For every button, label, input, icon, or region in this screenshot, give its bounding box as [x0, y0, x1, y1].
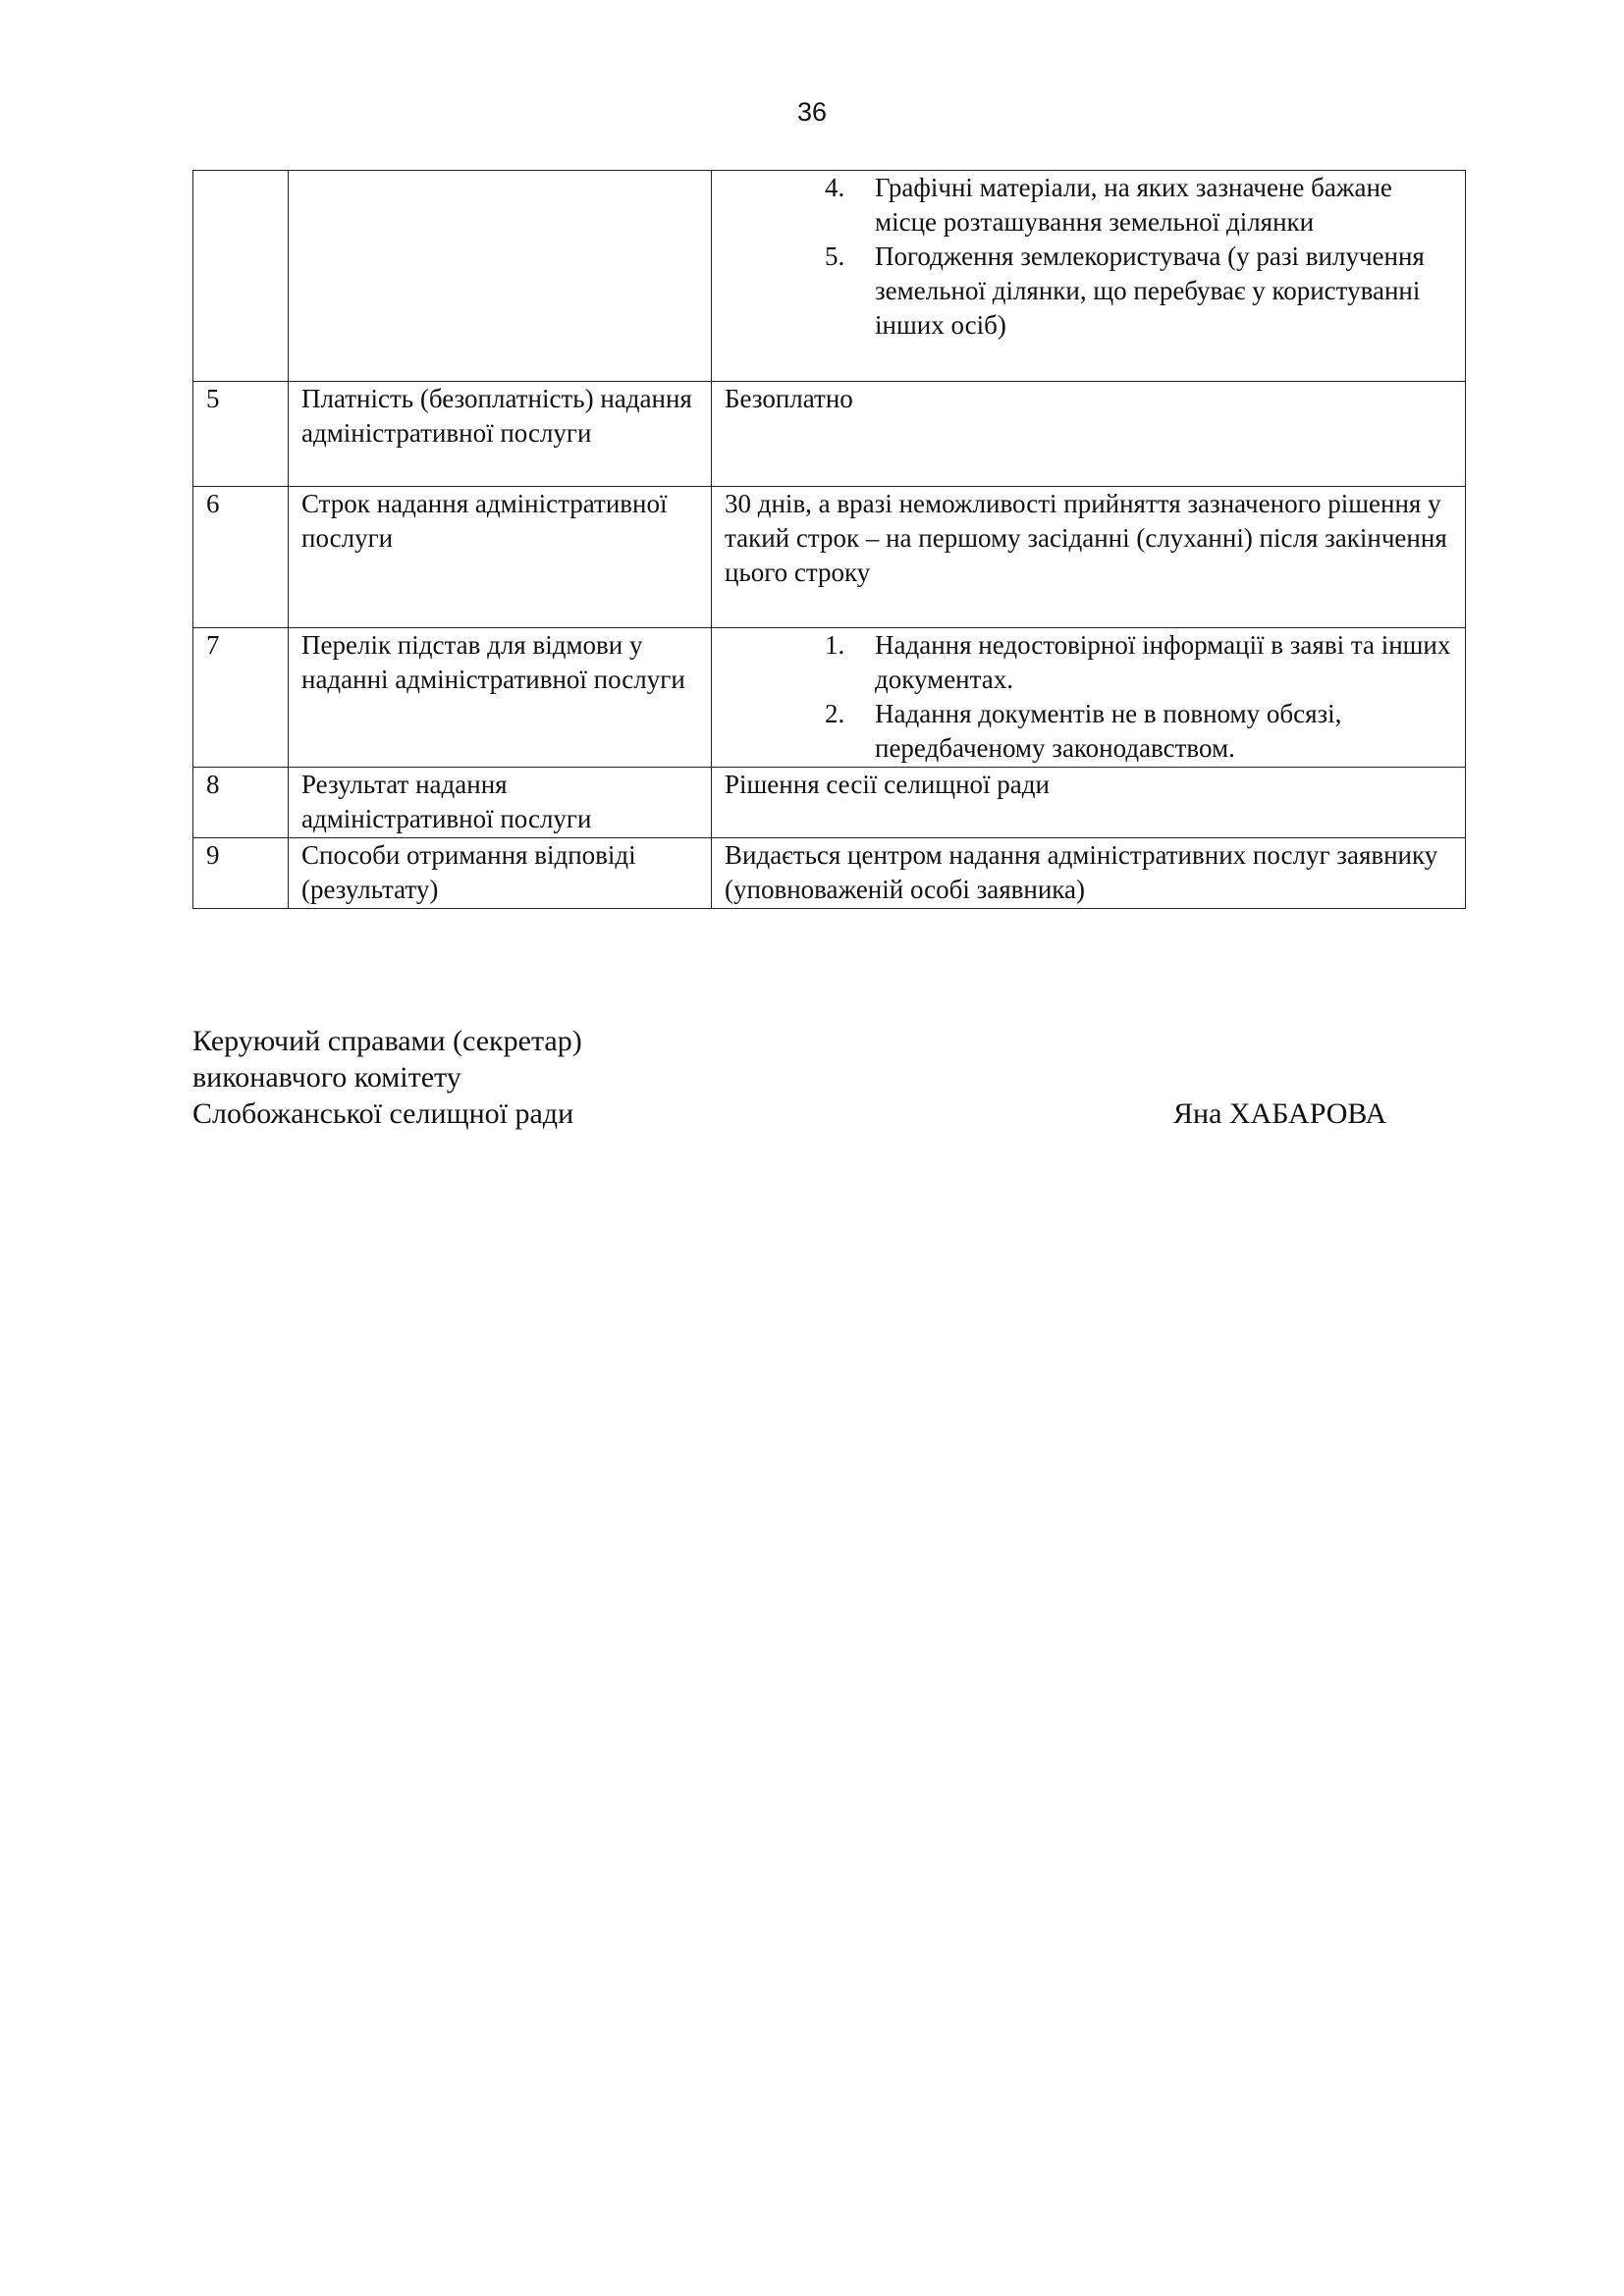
- table-row: [193, 768, 1466, 838]
- list-item-number: 1.: [825, 630, 845, 660]
- page-number: 36: [796, 97, 828, 127]
- list-item: [725, 697, 1453, 766]
- list-item-text: Погодження землекористувача (у разі вилучення земельної ділянки, що перебуває у користуванні інших осіб): [875, 241, 1425, 340]
- table-row: [193, 838, 1466, 909]
- row-label-cell: Результат надання адміністративної послуги: [289, 768, 712, 838]
- row-number-cell: 6: [193, 487, 289, 628]
- signatory-name: Яна ХАБАРОВА: [1173, 1097, 1387, 1130]
- list-item: [725, 171, 1453, 240]
- table-row: [193, 628, 1466, 768]
- row-label-cell: Перелік підстав для відмови у наданні адміністративної послуги: [289, 628, 712, 768]
- row-label-cell: Платність (безоплатність) надання адміністративної послуги: [289, 382, 712, 487]
- refusal-reasons-list: [725, 628, 1453, 766]
- list-item: [725, 628, 1453, 697]
- signature-block: [192, 1023, 1430, 1132]
- row-label-cell: Строк надання адміністративної послуги: [289, 487, 712, 628]
- documents-list: [725, 171, 1453, 343]
- list-item-number: 5.: [825, 241, 845, 271]
- row-number-cell: 9: [193, 838, 289, 909]
- row-value-cell: [712, 628, 1466, 768]
- row-value-cell: Видається центром надання адміністративних послуг заявнику (уповноваженій особі заявника): [712, 838, 1466, 909]
- table-row: [193, 487, 1466, 628]
- list-item-text: Надання недостовірної інформації в заяві та інших документах.: [875, 630, 1451, 694]
- service-info-table: [192, 170, 1466, 909]
- row-number-cell: 5: [193, 382, 289, 487]
- row-label-cell: [289, 171, 712, 382]
- list-item-text: Графічні матеріали, на яких зазначене бажане місце розташування земельної ділянки: [875, 173, 1392, 237]
- signatory-position-line-3: Слобожанської селищної ради: [192, 1097, 574, 1130]
- row-number-cell: 7: [193, 628, 289, 768]
- table-row: [193, 382, 1466, 487]
- row-value-cell: Безоплатно: [712, 382, 1466, 487]
- list-item-text: Надання документів не в повному обсязі, передбаченому законодавством.: [875, 699, 1342, 763]
- signatory-position-line-2: виконавчого комітету: [192, 1061, 461, 1094]
- signatory-position-line-1: Керуючий справами (секретар): [192, 1025, 582, 1057]
- row-value-cell: Рішення сесії селищної ради: [712, 768, 1466, 838]
- row-number-cell: 8: [193, 768, 289, 838]
- row-number-cell: [193, 171, 289, 382]
- list-item-number: 4.: [825, 173, 845, 202]
- list-item: [725, 240, 1453, 343]
- row-value-cell: 30 днів, а вразі неможливості прийняття зазначеного рішення у такий строк – на першому засіданні (слуханні) після закінчення цього строку: [712, 487, 1466, 628]
- list-item-number: 2.: [825, 699, 845, 728]
- table-row: [193, 171, 1466, 382]
- row-label-cell: Способи отримання відповіді (результату): [289, 838, 712, 909]
- row-value-cell: [712, 171, 1466, 382]
